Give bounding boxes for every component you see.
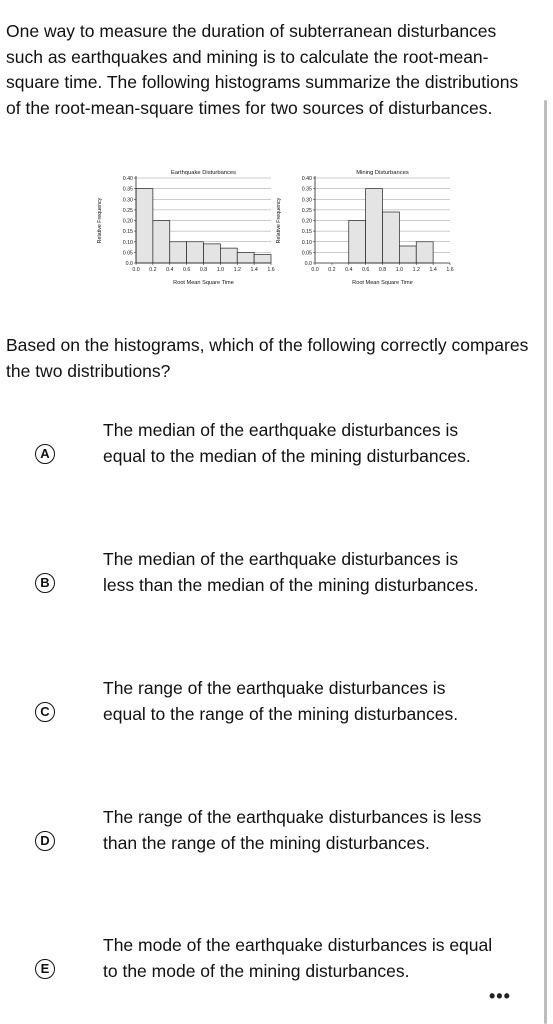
histogram-bar [383, 212, 400, 263]
x-tick-label: 0.0 [311, 267, 319, 273]
question-prompt: Based on the histograms, which of the following correctly compares the two distributions? [6, 335, 529, 381]
x-tick-label: 1.2 [233, 267, 241, 273]
y-tick-label: 0.30 [122, 197, 133, 204]
choice-letter: B [35, 573, 55, 593]
histogram-bar [416, 242, 433, 263]
chart-title: Earthquake Disturbances [170, 170, 237, 176]
more-options-icon[interactable]: ••• [489, 986, 511, 1006]
mining-histogram [271, 164, 457, 299]
histogram-bar [170, 242, 187, 263]
histogram-bar [220, 248, 237, 263]
chart-title: Mining Disturbances [356, 170, 409, 176]
y-tick-label: 0.15 [122, 229, 133, 236]
histogram-bar [349, 221, 366, 264]
choice-text: The range of the earthquake disturbances is equal to the range of the mining disturbances. [103, 678, 459, 724]
y-tick-label: 0.40 [301, 176, 312, 182]
y-tick-label: 0.40 [122, 176, 133, 182]
histogram-bar [366, 189, 383, 263]
question-text: One way to measure the duration of subterranean disturbances such as earthquakes and mining is to calculate the root-mean-square time. The following histograms summarize the distributions of the root-mean-square times for two sources of disturbances. [6, 21, 519, 118]
x-tick-label: 0.8 [199, 267, 208, 273]
choice-letter: C [35, 702, 55, 722]
y-axis-label: Relative Frequency [97, 197, 103, 244]
histogram-bar [237, 252, 254, 263]
y-tick-label: 0.25 [301, 207, 312, 214]
x-tick-label: 0.8 [378, 267, 387, 273]
x-axis-label: Root Mean Square Time [173, 280, 234, 286]
x-tick-label: 1.2 [412, 267, 420, 273]
choice-letter: A [35, 444, 55, 464]
choice-b[interactable] [0, 547, 553, 627]
histogram-bar [153, 221, 170, 264]
y-axis-label: Relative Frequency [276, 197, 282, 244]
y-tick-label: 0.15 [301, 229, 312, 236]
y-tick-label: 0.20 [122, 218, 133, 225]
histogram-bar [399, 246, 416, 263]
x-tick-label: 0.4 [345, 267, 353, 273]
choice-text: The median of the earthquake disturbances is equal to the median of the mining disturbances. [103, 420, 471, 466]
histogram-svg [92, 164, 278, 299]
choice-text: The range of the earthquake disturbances is less than the range of the mining disturbances. [103, 807, 482, 853]
choice-letter: D [35, 831, 55, 851]
choice-text: The mode of the earthquake disturbances is equal to the mode of the mining disturbances. [103, 935, 493, 981]
x-tick-label: 1.4 [429, 267, 437, 273]
y-tick-label: 0.10 [301, 239, 312, 246]
y-tick-label: 0.25 [122, 207, 133, 214]
x-tick-label: 0.6 [182, 267, 191, 273]
histogram-bar [187, 242, 204, 263]
x-tick-label: 0.0 [132, 267, 140, 273]
choice-e[interactable] [0, 933, 553, 1013]
choice-d[interactable] [0, 805, 553, 885]
earthquake-histogram [92, 164, 278, 299]
choice-c[interactable] [0, 676, 553, 756]
x-tick-label: 0.4 [166, 267, 174, 273]
x-tick-label: 1.6 [446, 267, 454, 273]
x-tick-label: 1.0 [216, 267, 225, 273]
y-tick-label: 0.20 [301, 218, 312, 225]
x-tick-label: 1.6 [267, 267, 275, 273]
x-tick-label: 1.0 [395, 267, 404, 273]
histogram-bar [254, 255, 271, 264]
y-tick-label: 0.10 [122, 239, 133, 246]
choice-text: The median of the earthquake disturbances is less than the median of the mining disturbances. [103, 549, 479, 595]
x-tick-label: 1.4 [250, 267, 258, 273]
x-axis-label: Root Mean Square Time [352, 280, 413, 286]
y-tick-label: 0.05 [301, 250, 312, 257]
y-tick-label: 0.35 [301, 186, 312, 193]
histogram-svg [271, 164, 457, 299]
x-tick-label: 0.6 [361, 267, 370, 273]
y-tick-label: 0.30 [301, 197, 312, 204]
x-tick-label: 0.2 [328, 267, 336, 273]
y-tick-label: 0.0 [125, 261, 133, 267]
choice-letter: E [35, 959, 55, 979]
y-tick-label: 0.0 [304, 261, 312, 267]
y-tick-label: 0.05 [122, 250, 133, 257]
choice-a[interactable] [0, 418, 553, 498]
x-tick-label: 0.2 [149, 267, 157, 273]
y-tick-label: 0.35 [122, 186, 133, 193]
histogram-bar [204, 244, 221, 263]
histogram-bar [136, 189, 153, 263]
